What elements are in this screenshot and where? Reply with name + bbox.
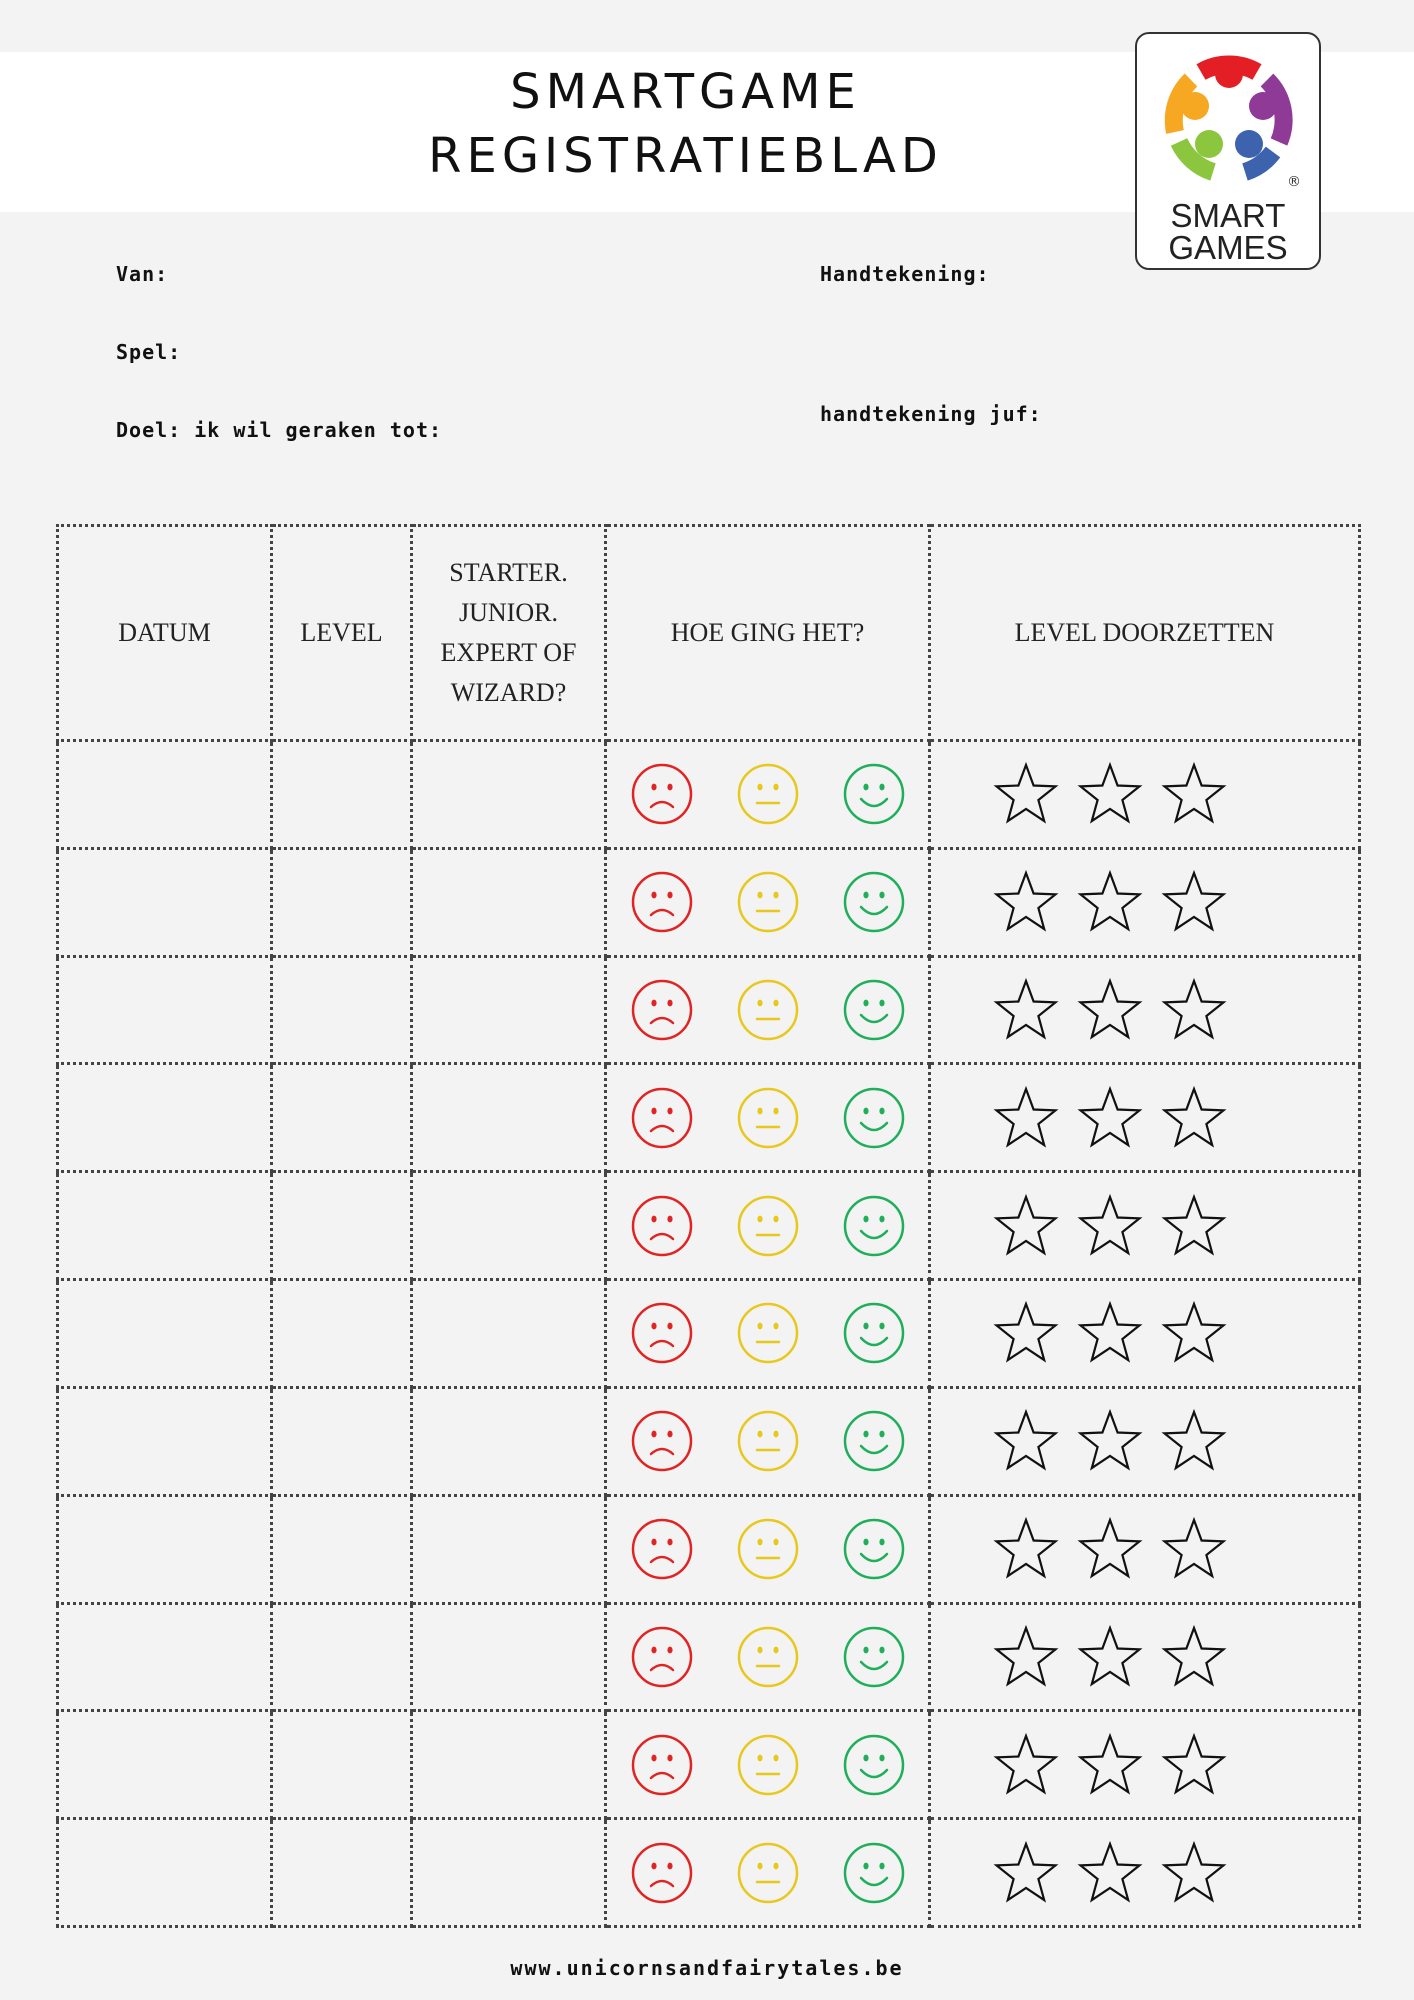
header-type-line-4: WIZARD? [450,678,567,707]
cell-level-doorzetten [930,1819,1360,1927]
happy-face-icon[interactable] [843,1734,905,1796]
mood-faces [607,1518,928,1580]
rating-stars [931,1625,1358,1689]
star-icon[interactable] [1161,762,1227,826]
cell-level[interactable] [272,956,412,1064]
star-icon[interactable] [1161,1733,1227,1797]
neutral-face-icon[interactable] [737,763,799,825]
star-icon[interactable] [1161,1841,1227,1905]
smartgames-logo [1135,32,1321,270]
sad-face-icon[interactable] [631,871,693,933]
table-row [58,1064,1360,1172]
sad-face-icon[interactable] [631,1410,693,1472]
cell-datum[interactable] [58,1280,272,1388]
neutral-face-icon[interactable] [737,871,799,933]
cell-type[interactable] [412,1387,606,1495]
sad-face-icon[interactable] [631,1518,693,1580]
cell-hoe-ging-het [606,741,930,849]
cell-level[interactable] [272,1603,412,1711]
neutral-face-icon[interactable] [737,1302,799,1364]
cell-hoe-ging-het [606,1495,930,1603]
happy-face-icon[interactable] [843,763,905,825]
cell-datum[interactable] [58,1387,272,1495]
table-row [58,1280,1360,1388]
cell-datum[interactable] [58,1603,272,1711]
neutral-face-icon[interactable] [737,1734,799,1796]
happy-face-icon[interactable] [843,1518,905,1580]
table-row [58,1711,1360,1819]
star-icon[interactable] [993,762,1059,826]
star-icon[interactable] [1077,870,1143,934]
cell-type[interactable] [412,1711,606,1819]
rating-stars [931,870,1358,934]
cell-hoe-ging-het [606,956,930,1064]
header-hoe-ging-het: HOE GING HET? [606,526,930,741]
mood-faces [607,979,928,1041]
cell-type[interactable] [412,1064,606,1172]
rating-stars [931,1733,1358,1797]
cell-type[interactable] [412,1819,606,1927]
cell-level[interactable] [272,1711,412,1819]
neutral-face-icon[interactable] [737,1626,799,1688]
star-icon[interactable] [993,1625,1059,1689]
sad-face-icon[interactable] [631,1302,693,1364]
cell-level[interactable] [272,1064,412,1172]
cell-datum[interactable] [58,1172,272,1280]
table-row [58,848,1360,956]
cell-hoe-ging-het [606,1387,930,1495]
title-line-2: REGISTRATIEBLAD [428,128,943,184]
registered-mark: ® [1287,174,1301,190]
cell-hoe-ging-het [606,1819,930,1927]
mood-faces [607,1410,928,1472]
field-handtekening-juf-label: handtekening juf: [820,402,1042,426]
cell-level[interactable] [272,1172,412,1280]
cell-type[interactable] [412,1172,606,1280]
cell-hoe-ging-het [606,1064,930,1172]
neutral-face-icon[interactable] [737,1410,799,1472]
table-row [58,956,1360,1064]
neutral-face-icon[interactable] [737,1087,799,1149]
rating-stars [931,1841,1358,1905]
cell-type[interactable] [412,1495,606,1603]
mood-faces [607,1195,928,1257]
header-datum: DATUM [58,526,272,741]
mood-faces [607,1626,928,1688]
rating-stars [931,1409,1358,1473]
star-icon[interactable] [1077,1301,1143,1365]
neutral-face-icon[interactable] [737,979,799,1041]
logo-brand-line-1: SMART [1170,197,1286,234]
rating-stars [931,1194,1358,1258]
footer-url: www.unicornsandfairytales.be [510,1956,904,1980]
happy-face-icon[interactable] [843,1302,905,1364]
cell-level-doorzetten [930,1280,1360,1388]
cell-datum[interactable] [58,1495,272,1603]
star-icon[interactable] [1077,1733,1143,1797]
cell-datum[interactable] [58,1819,272,1927]
sad-face-icon[interactable] [631,1734,693,1796]
cell-level-doorzetten [930,741,1360,849]
mood-faces [607,1302,928,1364]
cell-level[interactable] [272,1387,412,1495]
header-type-line-1: STARTER. [449,558,568,587]
rating-stars [931,1517,1358,1581]
star-icon[interactable] [1077,1086,1143,1150]
cell-datum[interactable] [58,1711,272,1819]
field-handtekening-label: Handtekening: [820,262,990,286]
table-row [58,741,1360,849]
star-icon[interactable] [1161,978,1227,1042]
cell-type[interactable] [412,1280,606,1388]
cell-level-doorzetten [930,848,1360,956]
cell-hoe-ging-het [606,1280,930,1388]
star-icon[interactable] [1077,1841,1143,1905]
mood-faces [607,763,928,825]
header-level-doorzetten: LEVEL DOORZETTEN [930,526,1360,741]
cell-type[interactable] [412,741,606,849]
star-icon[interactable] [1077,1409,1143,1473]
sad-face-icon[interactable] [631,1842,693,1904]
star-icon[interactable] [1161,1301,1227,1365]
rating-stars [931,762,1358,826]
table-header-row [58,526,1360,741]
cell-level-doorzetten [930,1387,1360,1495]
star-icon[interactable] [1077,1625,1143,1689]
cell-hoe-ging-het [606,848,930,956]
mood-faces [607,871,928,933]
cell-hoe-ging-het [606,1603,930,1711]
mood-faces [607,1734,928,1796]
cell-level-doorzetten [930,1495,1360,1603]
star-icon[interactable] [993,1086,1059,1150]
registration-table [56,524,1361,1928]
cell-level[interactable] [272,1819,412,1927]
happy-face-icon[interactable] [843,1626,905,1688]
sad-face-icon[interactable] [631,1087,693,1149]
star-icon[interactable] [1077,978,1143,1042]
title-line-1: SMARTGAME [510,64,861,120]
sad-face-icon[interactable] [631,979,693,1041]
cell-level[interactable] [272,848,412,956]
star-icon[interactable] [993,870,1059,934]
star-icon[interactable] [1077,762,1143,826]
star-icon[interactable] [1161,870,1227,934]
neutral-face-icon[interactable] [737,1195,799,1257]
cell-level[interactable] [272,1495,412,1603]
cell-type[interactable] [412,848,606,956]
cell-hoe-ging-het [606,1711,930,1819]
table-row [58,1495,1360,1603]
happy-face-icon[interactable] [843,1087,905,1149]
table-row [58,1172,1360,1280]
happy-face-icon[interactable] [843,871,905,933]
cell-level[interactable] [272,741,412,849]
happy-face-icon[interactable] [843,979,905,1041]
rating-stars [931,1301,1358,1365]
cell-datum[interactable] [58,956,272,1064]
star-icon[interactable] [1077,1517,1143,1581]
star-icon[interactable] [993,1409,1059,1473]
cell-level-doorzetten [930,1172,1360,1280]
header-type-line-2: JUNIOR. [459,598,558,627]
header-type [412,526,606,741]
cell-level-doorzetten [930,1711,1360,1819]
table-row [58,1603,1360,1711]
star-icon[interactable] [1161,1517,1227,1581]
header-type-line-3: EXPERT OF [440,638,577,667]
happy-face-icon[interactable] [843,1410,905,1472]
cell-datum[interactable] [58,848,272,956]
star-icon[interactable] [993,1517,1059,1581]
star-icon[interactable] [1161,1625,1227,1689]
logo-brand-line-2: GAMES [1168,229,1288,266]
table-row [58,1819,1360,1927]
cell-level[interactable] [272,1280,412,1388]
cell-level-doorzetten [930,1603,1360,1711]
sad-face-icon[interactable] [631,763,693,825]
cell-datum[interactable] [58,1064,272,1172]
cell-datum[interactable] [58,741,272,849]
table-row [58,1387,1360,1495]
star-icon[interactable] [1161,1409,1227,1473]
mood-faces [607,1842,928,1904]
sad-face-icon[interactable] [631,1195,693,1257]
rating-stars [931,978,1358,1042]
field-doel-label: Doel: ik wil geraken tot: [116,418,443,442]
header-level: LEVEL [272,526,412,741]
star-icon[interactable] [993,1841,1059,1905]
neutral-face-icon[interactable] [737,1518,799,1580]
happy-face-icon[interactable] [843,1842,905,1904]
page-title [300,60,1071,188]
cell-level-doorzetten [930,956,1360,1064]
cell-type[interactable] [412,956,606,1064]
sad-face-icon[interactable] [631,1626,693,1688]
mood-faces [607,1087,928,1149]
star-icon[interactable] [993,1194,1059,1258]
table-body [58,741,1360,1927]
neutral-face-icon[interactable] [737,1842,799,1904]
star-icon[interactable] [993,978,1059,1042]
field-spel-label: Spel: [116,340,182,364]
star-icon[interactable] [1077,1194,1143,1258]
star-icon[interactable] [993,1733,1059,1797]
rating-stars [931,1086,1358,1150]
cell-hoe-ging-het [606,1172,930,1280]
cell-type[interactable] [412,1603,606,1711]
cell-level-doorzetten [930,1064,1360,1172]
field-van-label: Van: [116,262,169,286]
smartgames-logo-icon [1149,44,1309,194]
star-icon[interactable] [1161,1086,1227,1150]
star-icon[interactable] [993,1301,1059,1365]
happy-face-icon[interactable] [843,1195,905,1257]
star-icon[interactable] [1161,1194,1227,1258]
